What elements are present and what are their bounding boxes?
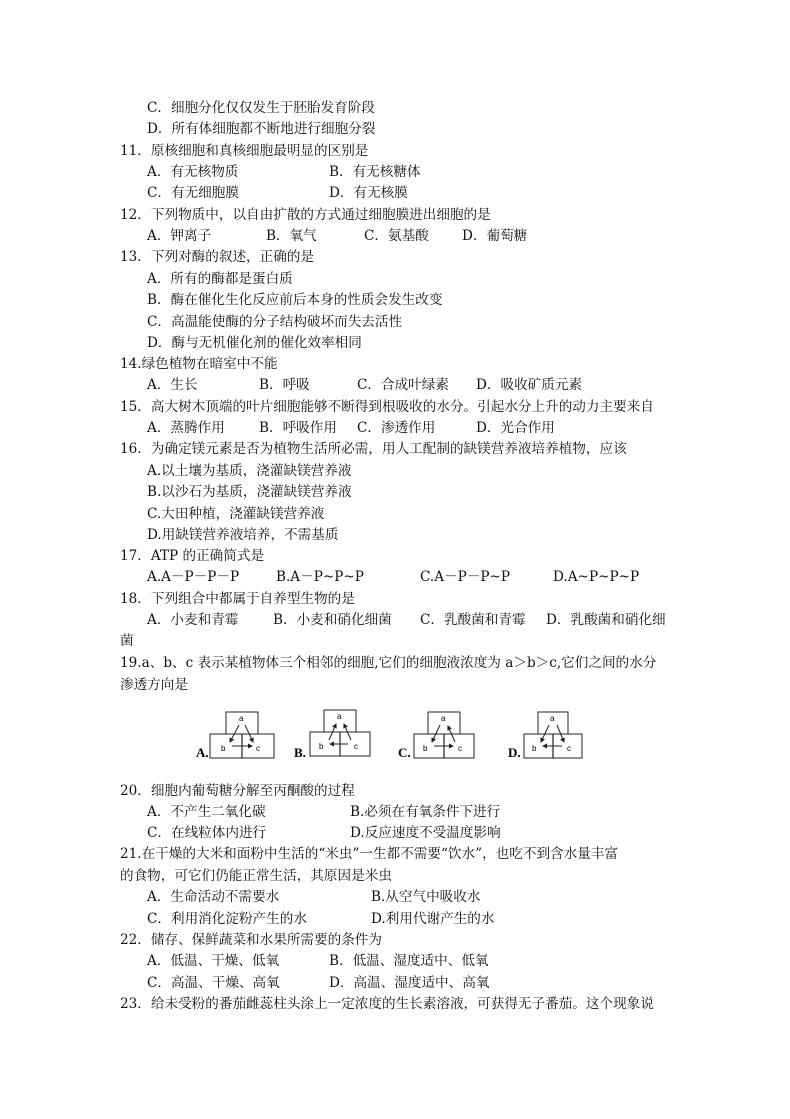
q19-stem-cont: 渗透方向是 [120, 677, 188, 693]
q14-option-b: B．呼吸 [259, 377, 310, 393]
q12-option-a: A．钾离子 [147, 228, 212, 244]
q11-option-c: C．有无细胞膜 [147, 185, 239, 201]
q17-option-c: C.A－P－P~P [420, 569, 511, 585]
diagram-d-c: c [567, 744, 571, 753]
q20-stem: 20．细胞内葡萄糖分解至丙酮酸的过程 [120, 783, 355, 799]
diagram-d-b: b [532, 744, 537, 753]
q17-option-a: A.A－P－P－P [147, 569, 240, 585]
q15-stem: 15．高大树木顶端的叶片细胞能够不断得到根吸收的水分。引起水分上升的动力主要来自 [120, 399, 654, 415]
q22-option-b: B．低温、湿度适中、低氧 [329, 953, 489, 969]
q13-stem: 13．下列对酶的叙述，正确的是 [120, 249, 315, 265]
diagram-c [398, 712, 474, 760]
q14-option-a: A．生长 [147, 377, 198, 393]
diagram-a-c: c [256, 744, 260, 753]
q21-option-a: A．生命活动不需要水 [147, 889, 280, 905]
q21-stem-cont: 的食物，可它们仍能正常生活，其原因是米虫 [120, 868, 392, 884]
diagram-a-b: b [221, 744, 226, 753]
q16-option-a: A.以土壤为基质，浇灌缺镁营养液 [147, 463, 352, 479]
q15-option-b: B．呼吸作用 [259, 420, 337, 436]
q18-option-d: D．乳酸菌和硝化细 [546, 612, 666, 628]
q12-option-b: B．氧气 [266, 228, 317, 244]
diagram-b-a: a [337, 712, 342, 721]
q20-option-c: C．在线粒体内进行 [147, 825, 267, 841]
q13-option-c: C．高温能使酶的分子结构破坏而失去活性 [147, 314, 403, 330]
q13-option-b: B．酶在催化生化反应前后本身的性质会发生改变 [147, 292, 443, 308]
q12-stem: 12．下列物质中，以自由扩散的方式通过细胞膜进出细胞的是 [120, 207, 491, 223]
diagram-d-label: D. [508, 745, 521, 760]
q11-stem: 11．原核细胞和真核细胞最明显的区别是 [120, 143, 369, 159]
diagram-c-c: c [458, 744, 462, 753]
diagram-b-b: b [319, 742, 324, 751]
q19-stem: 19.a、b、c 表示某植物体三个相邻的细胞,它们的细胞液浓度为 a＞b＞c,它们之间的水分 [120, 655, 657, 671]
q16-option-c: C.大田种植，浇灌缺镁营养液 [147, 506, 325, 522]
q16-option-d: D.用缺镁营养液培养，不需基质 [147, 527, 339, 543]
q21-option-b: B.从空气中吸收水 [371, 889, 481, 905]
q12-option-d: D．葡萄糖 [462, 228, 528, 244]
q14-stem: 14.绿色植物在暗室中不能 [120, 356, 278, 372]
q18-option-b: B．小麦和硝化细菌 [273, 612, 392, 628]
q18-option-d-wrap: 菌 [120, 633, 134, 649]
q21-stem: 21.在干燥的大米和面粉中生活的“米虫”一生都不需要“饮水”，也吃不到含水量丰富 [120, 846, 619, 862]
q16-stem: 16．为确定镁元素是否为植物生活所必需，用人工配制的缺镁营养液培养植物，应该 [120, 441, 627, 457]
osmosis-diagram-svg [190, 704, 660, 768]
diagram-c-label: C. [398, 745, 411, 760]
q10-option-d: D．所有体细胞都不断地进行细胞分裂 [147, 121, 376, 137]
q16-option-b: B.以沙石为基质，浇灌缺镁营养液 [147, 484, 352, 500]
diagram-b [294, 710, 370, 760]
q17-option-b: B.A－P~P~P [276, 569, 364, 585]
q11-option-a: A．有无核物质 [147, 164, 239, 180]
diagram-b-label: B. [294, 745, 306, 760]
q21-option-d: D.利用代谢产生的水 [371, 911, 495, 927]
q22-option-a: A．低温、干燥、低氧 [147, 953, 280, 969]
q22-option-c: C．高温、干燥、高氧 [147, 975, 280, 991]
q14-option-d: D．吸收矿质元素 [476, 377, 583, 393]
diagram-a-label: A. [196, 745, 209, 760]
q15-option-d: D．光合作用 [476, 420, 555, 436]
diagram-c-a: a [441, 714, 446, 723]
q18-option-c: C．乳酸菌和青霉 [420, 612, 526, 628]
q20-option-b: B.必须在有氧条件下进行 [350, 804, 501, 820]
diagram-d-a: a [550, 714, 555, 723]
q13-option-a: A．所有的酶都是蛋白质 [147, 271, 293, 287]
q20-option-a: A．不产生二氧化碳 [147, 804, 266, 820]
q12-option-c: C．氨基酸 [364, 228, 429, 244]
q15-option-c: C．渗透作用 [357, 420, 436, 436]
q18-option-a: A．小麦和青霉 [147, 612, 239, 628]
q21-option-c: C．利用消化淀粉产生的水 [147, 911, 307, 927]
diagram-c-b: b [423, 744, 428, 753]
q23-stem: 23．给未受粉的番茄雌蕊柱头涂上一定浓度的生长素溶液，可获得无子番茄。这个现象说 [120, 996, 654, 1012]
q17-option-d: D.A~P~P~P [553, 569, 640, 585]
diagram-a [196, 712, 274, 760]
q17-stem: 17．ATP 的正确简式是 [120, 548, 265, 564]
q18-stem: 18．下列组合中都属于自养型生物的是 [120, 591, 355, 607]
q20-option-d: D.反应速度不受温度影响 [350, 825, 501, 841]
q22-option-d: D．高温、湿度适中、高氧 [329, 975, 490, 991]
q13-option-d: D．酶与无机催化剂的催化效率相同 [147, 335, 362, 351]
osmosis-diagrams [190, 704, 660, 768]
diagram-b-c: c [354, 742, 358, 751]
q11-option-d: D．有无核膜 [329, 185, 408, 201]
q15-option-a: A．蒸腾作用 [147, 420, 225, 436]
diagram-a-a: a [239, 714, 244, 723]
q22-stem: 22．储存、保鲜蔬菜和水果所需要的条件为 [120, 932, 382, 948]
diagram-d [508, 712, 582, 760]
q10-option-c: C．细胞分化仅仅发生于胚胎发育阶段 [147, 100, 375, 116]
q14-option-c: C．合成叶绿素 [357, 377, 449, 393]
q11-option-b: B．有无核糖体 [329, 164, 421, 180]
